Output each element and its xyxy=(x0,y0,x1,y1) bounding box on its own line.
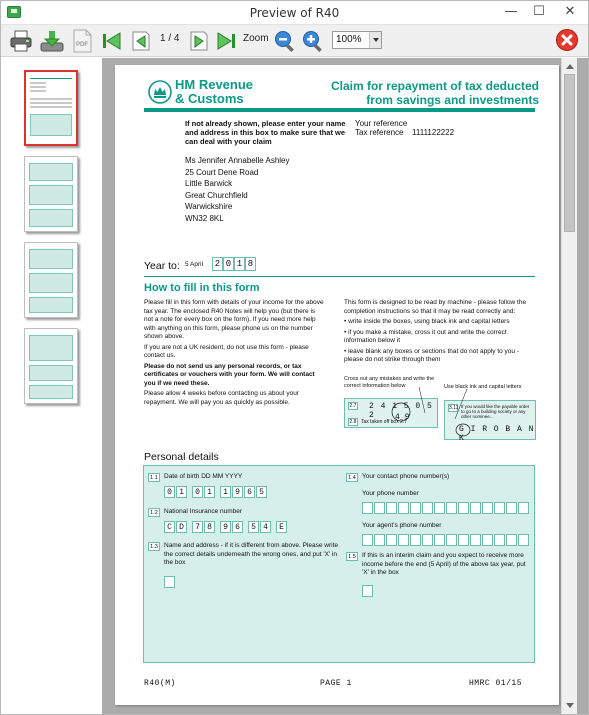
ni-char-box[interactable]: 5 xyxy=(248,521,259,533)
interim-claim-checkbox[interactable] xyxy=(362,585,373,597)
zoom-value: 100% xyxy=(336,34,362,45)
phone-digit-box[interactable] xyxy=(410,534,421,546)
phone-digit-box[interactable] xyxy=(446,502,457,514)
scrollbar-thumb[interactable] xyxy=(564,74,575,232)
address-block: Ms Jennifer Annabelle Ashley 25 Court Dene Road Little Barwick Great Churchfield Warwickshire WN32 8KL xyxy=(185,156,290,223)
phone-digit-box[interactable] xyxy=(494,534,505,546)
address-instruction: If not already shown, please enter your name and address in this box to make sure that we can deal with your claim xyxy=(185,119,346,146)
zoom-in-button[interactable] xyxy=(301,29,325,53)
save-button[interactable] xyxy=(39,29,65,53)
dob-digit-box[interactable]: 1 xyxy=(220,486,231,498)
minimize-button[interactable]: — xyxy=(504,4,518,19)
title-bar xyxy=(1,1,588,25)
scroll-down-arrow-icon[interactable] xyxy=(562,698,578,712)
instructions-right: This form is designed to be read by machine - please follow the completion instructions so that it may be read correctly and: • write inside the boxes, using black ink and capital letters • if you make a mistake, cross it out and write the correct information below it • leave blank any boxes or sections that do not apply to you - please do not strike through them xyxy=(344,299,527,363)
dob-digit-box[interactable]: 9 xyxy=(232,486,243,498)
question-number: 1.3 xyxy=(148,542,160,551)
zoom-label: Zoom xyxy=(243,33,269,44)
print-button[interactable] xyxy=(9,29,33,53)
phone-digit-box[interactable] xyxy=(470,502,481,514)
phone-digit-box[interactable] xyxy=(386,534,397,546)
ni-char-box[interactable]: 4 xyxy=(260,521,271,533)
first-page-icon xyxy=(101,29,123,53)
example-pointer-lines xyxy=(415,383,475,423)
year-digit-box: 8 xyxy=(245,257,256,271)
close-preview-button[interactable] xyxy=(555,28,579,52)
your-phone-label: Your phone number xyxy=(362,490,419,497)
date-of-birth-label: Date of birth DD MM YYYY xyxy=(164,473,243,480)
phone-digit-box[interactable] xyxy=(458,502,469,514)
scroll-up-arrow-icon[interactable] xyxy=(562,60,578,74)
dob-digit-box[interactable]: 6 xyxy=(244,486,255,498)
first-page-button[interactable] xyxy=(101,29,123,53)
previous-page-icon xyxy=(129,29,151,53)
phone-digit-box[interactable] xyxy=(422,502,433,514)
contact-phone-label: Your contact phone number(s) xyxy=(362,473,450,480)
ni-char-box[interactable]: 9 xyxy=(220,521,231,533)
page-viewport[interactable] xyxy=(102,58,588,714)
ni-char-box[interactable]: D xyxy=(176,521,187,533)
agent-phone-boxes[interactable] xyxy=(362,534,532,548)
reference-labels: Your reference Tax reference xyxy=(355,119,408,137)
ni-char-box[interactable]: 8 xyxy=(204,521,215,533)
year-prefix: 5 April xyxy=(185,261,204,268)
phone-digit-box[interactable] xyxy=(362,534,373,546)
document-page xyxy=(115,65,559,705)
phone-digit-box[interactable] xyxy=(374,534,385,546)
dob-digit-box[interactable]: 5 xyxy=(256,486,267,498)
tax-reference-value: 1111122222 xyxy=(412,128,455,137)
example-ink-label: Use black ink and capital letters xyxy=(444,384,522,390)
year-digit-box: 2 xyxy=(212,257,223,271)
how-to-fill-heading: How to fill in this form xyxy=(144,282,260,294)
personal-details-panel xyxy=(143,465,535,663)
phone-digit-box[interactable] xyxy=(482,502,493,514)
ni-char-box[interactable]: 7 xyxy=(192,521,203,533)
phone-digit-box[interactable] xyxy=(434,534,445,546)
page-thumbnail-4[interactable] xyxy=(24,328,78,404)
close-window-button[interactable]: ✕ xyxy=(564,4,576,19)
section-rule xyxy=(144,276,535,277)
save-icon xyxy=(39,29,65,53)
form-version: HMRC 01/15 xyxy=(469,679,523,688)
page-number: PAGE 1 xyxy=(320,679,352,688)
vertical-scrollbar[interactable] xyxy=(561,58,577,714)
dob-digit-box[interactable]: 0 xyxy=(192,486,203,498)
zoom-in-icon xyxy=(301,29,325,53)
page-thumbnail-1[interactable] xyxy=(24,70,78,146)
last-page-button[interactable] xyxy=(215,29,239,53)
toolbar xyxy=(1,25,588,57)
zoom-select[interactable] xyxy=(332,31,382,49)
phone-digit-box[interactable] xyxy=(422,534,433,546)
pdf-label: PDF xyxy=(76,42,88,48)
phone-digit-box[interactable] xyxy=(362,502,373,514)
phone-digit-box[interactable] xyxy=(398,502,409,514)
window-title: Preview of R40 xyxy=(249,6,340,20)
dob-digit-box[interactable]: 1 xyxy=(176,486,187,498)
zoom-out-icon xyxy=(273,29,297,53)
example-mistake-sample: 2.7 2 4 1 5 0 5 2 4 9 2.8 Tax taken off box 2.7 xyxy=(344,398,438,428)
page-thumbnail-2[interactable] xyxy=(24,156,78,232)
form-code: R40(M) xyxy=(144,679,176,688)
hmrc-logo-text: HM Revenue & Customs xyxy=(175,77,254,106)
phone-digit-box[interactable] xyxy=(506,502,517,514)
phone-digit-box[interactable] xyxy=(458,534,469,546)
question-number: 1.4 xyxy=(346,473,358,482)
phone-digit-box[interactable] xyxy=(494,502,505,514)
close-preview-icon xyxy=(555,28,579,52)
phone-digit-box[interactable] xyxy=(518,534,529,546)
name-address-change-label: Name and address - if it is different from above. Please write the correct details underneath the wrong ones, and put 'X' in the box xyxy=(164,542,339,566)
question-number: 1.2 xyxy=(148,508,160,517)
last-page-icon xyxy=(215,29,239,53)
agent-phone-label: Your agent's phone number xyxy=(362,522,442,529)
phone-digit-box[interactable] xyxy=(374,502,385,514)
ni-char-box[interactable]: 6 xyxy=(232,521,243,533)
zoom-out-button[interactable] xyxy=(273,29,297,53)
page-indicator: 1 / 4 xyxy=(160,33,180,44)
ni-char-box[interactable]: E xyxy=(276,521,287,533)
phone-digit-box[interactable] xyxy=(506,534,517,546)
phone-digit-box[interactable] xyxy=(518,502,529,514)
pdf-button[interactable] xyxy=(71,29,93,53)
example-cross-label: Cross out any mistakes and write the correct information below xyxy=(344,376,435,389)
phone-digit-box[interactable] xyxy=(482,534,493,546)
instructions-left: Please fill in this form with details of your income for the above tax year. The enclosed R40 Notes will help you (but there is not a note for every box on the form). If you need more help with anything on this form, please phone us on the number shown above. If you are not a UK resident, do not use this form - please contact us. Please do not send us any personal records, or tax certificates or vouchers with your form. We will contact you if we need these. Please allow 4 weeks before contacting us about your repayment. We will pay you as quickly as possible. xyxy=(144,299,324,406)
year-digit-box: 1 xyxy=(234,257,245,271)
print-icon xyxy=(9,29,33,53)
name-address-change-checkbox[interactable] xyxy=(164,576,175,588)
maximize-button[interactable]: ☐ xyxy=(533,4,545,19)
ni-char-box[interactable]: C xyxy=(164,521,175,533)
chevron-down-icon[interactable] xyxy=(369,32,381,48)
phone-number-boxes[interactable] xyxy=(362,502,532,516)
personal-details-heading: Personal details xyxy=(144,451,219,463)
page-thumbnail-3[interactable] xyxy=(24,242,78,318)
header-rule xyxy=(144,108,535,112)
phone-digit-box[interactable] xyxy=(398,534,409,546)
form-title: Claim for repayment of tax deducted from savings and investments xyxy=(330,79,539,107)
year-digit-box: 0 xyxy=(223,257,234,271)
question-number: 1.1 xyxy=(148,473,160,482)
thumbnail-panel xyxy=(1,58,102,714)
crown-crest-icon xyxy=(148,80,172,104)
phone-digit-box[interactable] xyxy=(446,534,457,546)
next-page-button[interactable] xyxy=(187,29,209,53)
pdf-icon xyxy=(71,29,93,53)
next-page-icon xyxy=(187,29,209,53)
phone-digit-box[interactable] xyxy=(470,534,481,546)
example-ink-sample: 3.11 If you would like the payable order to go to a building society or any other nominee... G I R O B A N K xyxy=(444,400,536,440)
phone-digit-box[interactable] xyxy=(410,502,421,514)
interim-claim-label: If this is an interim claim and you expect to receive more income before the end (5 April) of the above tax year, put 'X' in the box xyxy=(362,552,526,576)
year-label: Year to: xyxy=(144,260,180,272)
question-number: 1.5 xyxy=(346,552,358,561)
phone-digit-box[interactable] xyxy=(434,502,445,514)
dob-digit-box[interactable]: 0 xyxy=(164,486,175,498)
dob-digit-box[interactable]: 1 xyxy=(204,486,215,498)
previous-page-button[interactable] xyxy=(129,29,151,53)
phone-digit-box[interactable] xyxy=(386,502,397,514)
ni-number-label: National Insurance number xyxy=(164,508,243,515)
